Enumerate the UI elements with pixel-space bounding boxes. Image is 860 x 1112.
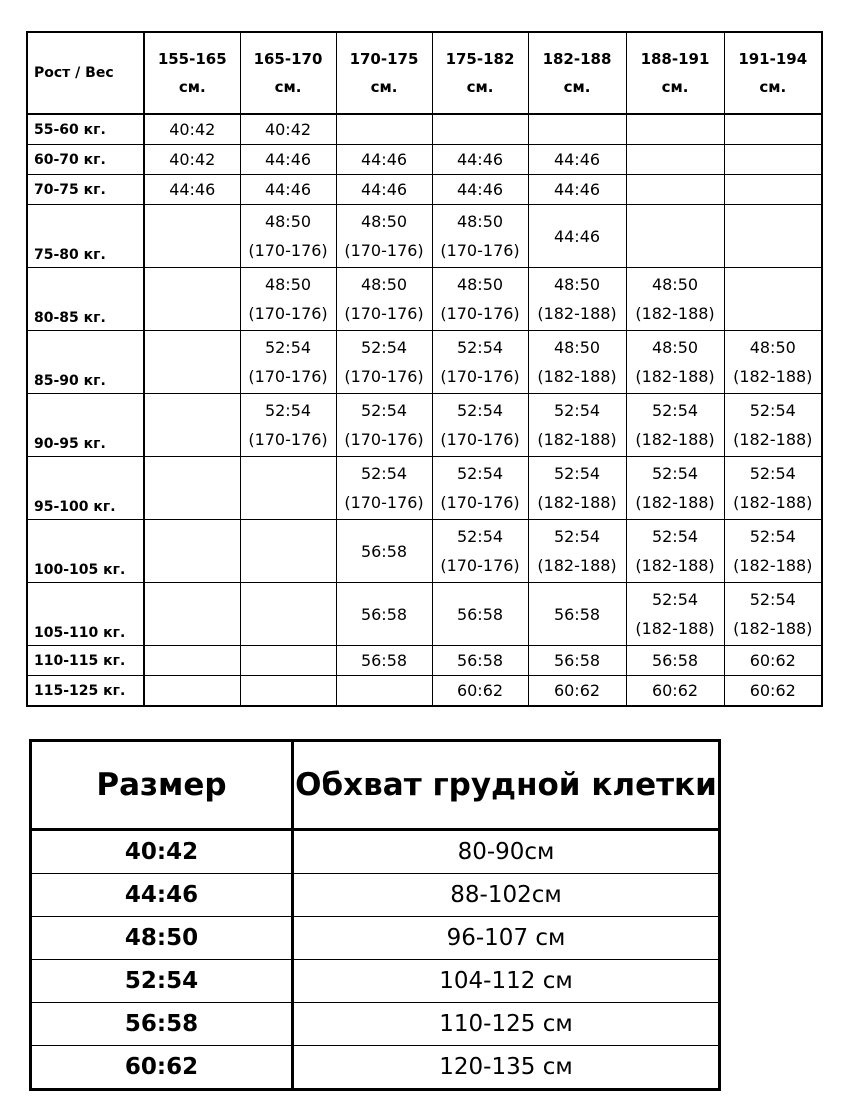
- height-header: 155-165 см.: [144, 32, 240, 114]
- size-cell: 44:46: [528, 145, 626, 175]
- chart-row: [27, 646, 822, 676]
- size-cell: 52:54 (170-176): [432, 331, 528, 394]
- size-chart: [26, 31, 823, 707]
- height-header: 182-188 см.: [528, 32, 626, 114]
- size-cell: [724, 268, 822, 331]
- size-cell: 52:54 (170-176): [432, 457, 528, 520]
- size-cell: 56:58: [626, 646, 724, 676]
- size-value: 40:42: [31, 830, 293, 874]
- girth-row: [31, 917, 720, 960]
- size-column-header: Размер: [31, 741, 293, 830]
- girth-column-header: Обхват грудной клетки: [293, 741, 720, 830]
- size-cell: 48:50 (182-188): [626, 268, 724, 331]
- chart-row: [27, 520, 822, 583]
- size-cell: 52:54 (170-176): [240, 394, 336, 457]
- size-cell: 44:46: [528, 175, 626, 205]
- size-cell: 40:42: [240, 114, 336, 145]
- size-cell: [626, 205, 724, 268]
- height-header: 175-182 см.: [432, 32, 528, 114]
- size-cell: 44:46: [336, 145, 432, 175]
- size-cell: 56:58: [432, 583, 528, 646]
- size-cell: 44:46: [144, 175, 240, 205]
- chart-row: [27, 114, 822, 145]
- size-cell: 52:54 (170-176): [336, 331, 432, 394]
- size-cell: [724, 145, 822, 175]
- size-cell: 48:50 (182-188): [528, 268, 626, 331]
- size-cell: 40:42: [144, 114, 240, 145]
- size-cell: 44:46: [240, 145, 336, 175]
- size-cell: 48:50 (182-188): [724, 331, 822, 394]
- size-cell: 44:46: [240, 175, 336, 205]
- size-cell: [144, 646, 240, 676]
- size-cell: [144, 331, 240, 394]
- size-cell: 48:50 (170-176): [336, 268, 432, 331]
- girth-value: 110-125 см: [293, 1003, 720, 1046]
- size-cell: 56:58: [432, 646, 528, 676]
- size-cell: [240, 583, 336, 646]
- height-header: 188-191 см.: [626, 32, 724, 114]
- size-cell: 52:54 (182-188): [724, 394, 822, 457]
- chart-row: [27, 205, 822, 268]
- size-cell: 48:50 (182-188): [528, 331, 626, 394]
- size-chart-table: [26, 31, 823, 707]
- girth-value: 96-107 см: [293, 917, 720, 960]
- size-cell: [240, 646, 336, 676]
- size-cell: 48:50 (170-176): [240, 268, 336, 331]
- size-cell: 52:54 (182-188): [626, 457, 724, 520]
- weight-label: 85-90 кг.: [27, 331, 144, 394]
- girth-row: [31, 830, 720, 874]
- size-cell: 48:50 (170-176): [240, 205, 336, 268]
- size-cell: 56:58: [336, 646, 432, 676]
- size-cell: [724, 114, 822, 145]
- size-cell: [144, 268, 240, 331]
- size-cell: [144, 583, 240, 646]
- size-cell: 44:46: [336, 175, 432, 205]
- size-cell: [144, 520, 240, 583]
- girth-value: 88-102см: [293, 874, 720, 917]
- height-header: 191-194 см.: [724, 32, 822, 114]
- size-cell: 52:54 (170-176): [336, 457, 432, 520]
- size-cell: 52:54 (170-176): [432, 520, 528, 583]
- size-cell: 48:50 (170-176): [432, 268, 528, 331]
- chart-row: [27, 394, 822, 457]
- weight-label: 55-60 кг.: [27, 114, 144, 145]
- weight-label: 70-75 кг.: [27, 175, 144, 205]
- size-cell: 56:58: [336, 520, 432, 583]
- size-cell: 56:58: [528, 646, 626, 676]
- size-cell: [336, 114, 432, 145]
- weight-label: 90-95 кг.: [27, 394, 144, 457]
- size-cell: [626, 175, 724, 205]
- size-cell: [240, 520, 336, 583]
- chart-row: [27, 331, 822, 394]
- size-cell: 48:50 (170-176): [336, 205, 432, 268]
- size-cell: 48:50 (182-188): [626, 331, 724, 394]
- weight-label: 100-105 кг.: [27, 520, 144, 583]
- chart-row: [27, 145, 822, 175]
- size-cell: 52:54 (182-188): [724, 583, 822, 646]
- size-value: 56:58: [31, 1003, 293, 1046]
- chart-row: [27, 676, 822, 707]
- girth-row: [31, 874, 720, 917]
- weight-label: 80-85 кг.: [27, 268, 144, 331]
- size-cell: [144, 394, 240, 457]
- size-cell: 56:58: [336, 583, 432, 646]
- weight-label: 115-125 кг.: [27, 676, 144, 707]
- size-cell: [724, 175, 822, 205]
- weight-label: 110-115 кг.: [27, 646, 144, 676]
- size-cell: [144, 676, 240, 707]
- size-cell: 56:58: [528, 583, 626, 646]
- size-cell: 44:46: [432, 175, 528, 205]
- girth-row: [31, 1003, 720, 1046]
- chart-row: [27, 175, 822, 205]
- size-cell: 52:54 (182-188): [626, 394, 724, 457]
- size-cell: [432, 114, 528, 145]
- size-cell: 52:54 (182-188): [724, 520, 822, 583]
- size-cell: [626, 145, 724, 175]
- size-cell: 52:54 (170-176): [336, 394, 432, 457]
- size-cell: 52:54 (182-188): [724, 457, 822, 520]
- size-cell: 44:46: [528, 205, 626, 268]
- size-cell: 48:50 (170-176): [432, 205, 528, 268]
- size-cell: 60:62: [724, 676, 822, 707]
- chart-row: [27, 457, 822, 520]
- girth-value: 104-112 см: [293, 960, 720, 1003]
- size-cell: [336, 676, 432, 707]
- size-value: 52:54: [31, 960, 293, 1003]
- size-cell: 52:54 (182-188): [626, 520, 724, 583]
- size-cell: 52:54 (182-188): [528, 457, 626, 520]
- weight-label: 75-80 кг.: [27, 205, 144, 268]
- chart-row: [27, 268, 822, 331]
- size-cell: 52:54 (170-176): [432, 394, 528, 457]
- size-cell: 60:62: [432, 676, 528, 707]
- weight-label: 60-70 кг.: [27, 145, 144, 175]
- size-cell: 60:62: [528, 676, 626, 707]
- size-value: 60:62: [31, 1046, 293, 1090]
- chart-header-row: [27, 32, 822, 114]
- size-value: 44:46: [31, 874, 293, 917]
- size-value: 48:50: [31, 917, 293, 960]
- size-cell: 52:54 (170-176): [240, 331, 336, 394]
- height-header: 165-170 см.: [240, 32, 336, 114]
- size-cell: 40:42: [144, 145, 240, 175]
- size-cell: [724, 205, 822, 268]
- size-cell: [528, 114, 626, 145]
- girth-header-row: [31, 741, 720, 830]
- weight-label: 95-100 кг.: [27, 457, 144, 520]
- size-cell: 52:54 (182-188): [528, 394, 626, 457]
- size-cell: 60:62: [626, 676, 724, 707]
- girth-row: [31, 960, 720, 1003]
- size-cell: [626, 114, 724, 145]
- size-cell: [240, 457, 336, 520]
- size-cell: 60:62: [724, 646, 822, 676]
- girth-value: 80-90см: [293, 830, 720, 874]
- corner-label: Рост / Вес: [27, 32, 144, 114]
- size-cell: [144, 205, 240, 268]
- chest-girth-table: [29, 739, 721, 1091]
- size-cell: 52:54 (182-188): [626, 583, 724, 646]
- size-cell: [144, 457, 240, 520]
- size-cell: [240, 676, 336, 707]
- size-cell: 52:54 (182-188): [528, 520, 626, 583]
- size-cell: 44:46: [432, 145, 528, 175]
- height-header: 170-175 см.: [336, 32, 432, 114]
- chart-row: [27, 583, 822, 646]
- weight-label: 105-110 кг.: [27, 583, 144, 646]
- girth-row: [31, 1046, 720, 1090]
- girth-value: 120-135 см: [293, 1046, 720, 1090]
